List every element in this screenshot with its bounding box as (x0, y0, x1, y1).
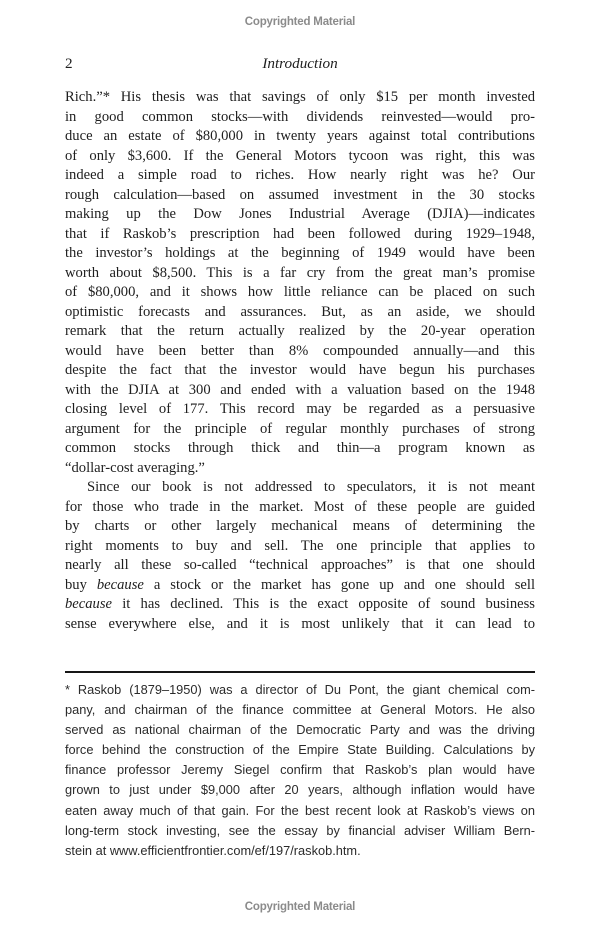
footnote (65, 680, 535, 861)
footnote-line: grown to just under $9,000 after 20 years, although inflation would have (65, 782, 535, 798)
text-line: the investor’s holdings at the beginning of 1949 would have been (65, 245, 535, 261)
text-line: right moments to buy and sell. The one principle that applies to (65, 537, 535, 554)
text-line: making up the Dow Jones Industrial Average (DJIA)—indicates (65, 206, 535, 222)
text-line: nearly all these so-called “technical approaches” is that one should (65, 557, 535, 573)
text-line: by charts or other largely mechanical means of determining the (65, 518, 535, 534)
text-line: despite the fact that the investor would have begun his purchases (65, 362, 535, 378)
footnote-line: pany, and chairman of the finance committee at General Motors. He also (65, 702, 535, 718)
text-line: in good common stocks—with dividends reinvested—would pro- (65, 108, 535, 125)
footnote-divider (65, 671, 535, 673)
footnote-line: long-term stock investing, see the essay by financial adviser William Bern- (65, 822, 535, 838)
copyright-notice-bottom: Copyrighted Material (244, 901, 356, 913)
text-line: “dollar-cost averaging.” (65, 459, 205, 476)
text-line: with the DJIA at 300 and ended with a valuation based on the 1948 (65, 381, 535, 398)
emphasized-word: because (65, 596, 113, 612)
text-line: for those who trade in the market. Most of these people are guided (65, 498, 535, 515)
text-line: that if Raskob’s prescription had been followed during 1929–1948, (65, 225, 535, 242)
page-number: 2 (65, 55, 73, 72)
text-line: duce an estate of $80,000 in twenty years against total contributions (65, 128, 535, 144)
text-line: argument for the principle of regular monthly purchases of strong (65, 420, 535, 437)
text-line: of only $3,600. If the General Motors tycoon was right, this was (65, 147, 535, 164)
text-line: optimistic forecasts and assurances. But, as an aside, we should (65, 303, 535, 320)
footnote-line: eaten away much of that gain. For the best recent look at Raskob’s views on (65, 802, 535, 818)
text-line: indeed a simple road to riches. How nearly right was he? Our (65, 167, 535, 183)
text-line: sense everywhere else, and it is most unlikely that it can lead to (65, 615, 535, 632)
footnote-line: stein at www.efficientfrontier.com/ef/197/raskob.htm. (65, 842, 361, 858)
footnote-line: finance professor Jeremy Siegel confirm that Raskob’s plan would have (65, 762, 535, 778)
text-line: of $80,000, and it shows how little reliance can be placed on such (65, 284, 535, 300)
text-line: Rich.”* His thesis was that savings of only $15 per month invested (65, 89, 535, 105)
copyright-notice-top: Copyrighted Material (244, 16, 356, 28)
text-line: common stocks through thick and thin—a program known as (65, 440, 535, 456)
running-header: Introduction (262, 55, 338, 72)
footnote-line: served as national chairman of the Democratic Party and was the driving (65, 722, 535, 738)
footnote-line: * Raskob (1879–1950) was a director of Du Pont, the giant chemical com- (65, 682, 535, 697)
body-text (65, 88, 535, 634)
text-line (65, 595, 535, 615)
text-line: remark that the return actually realized by the 20-year operation (65, 323, 535, 339)
text-line: closing level of 177. This record may be regarded as a persuasive (65, 401, 535, 417)
emphasized-word: because (96, 576, 144, 593)
text-line: would have been better than 8% compounded annually—and this (65, 342, 535, 359)
text-segment: buy (65, 576, 97, 593)
text-segment: a stock or the market has gone up and one should sell (143, 576, 535, 593)
text-line: rough calculation—based on assumed investment in the 30 stocks (65, 186, 535, 203)
text-line: Since our book is not addressed to speculators, it is not meant (87, 479, 535, 495)
page-header (65, 55, 535, 73)
text-line: worth about $8,500. This is a far cry from the great man’s promise (65, 264, 535, 281)
text-segment: it has declined. This is the exact opposite of sound business (112, 596, 535, 612)
text-line (65, 576, 535, 596)
footnote-line: force behind the construction of the Empire State Building. Calculations by (65, 742, 535, 758)
